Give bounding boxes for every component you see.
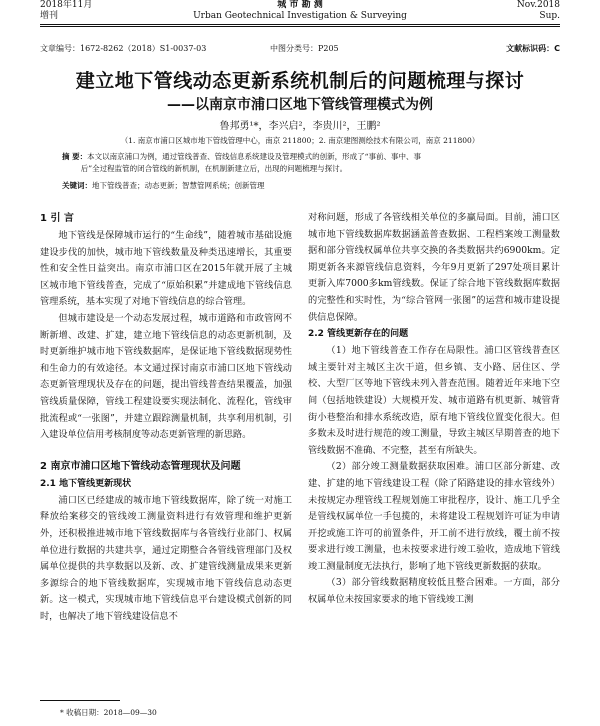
header-right: [517, 0, 560, 22]
keywords-text: 地下管线普查；动态更新；智慧管网系统；创新管理: [92, 181, 265, 190]
section-1-heading: 1 引 言: [40, 213, 74, 224]
abstract-line-2: 后”全过程监管的闭合管线的新机制，在机制新建立后，出现的问题梳理与探讨。: [80, 164, 348, 173]
paragraph: （1）地下管线普查工作存在局限性。浦口区管线普查区域主要针对主城区主次干道，但乡镇、支小路、居住区、学校、大型厂区等地下管线未列入普查范围。随着近年来地下空间（包括地铁建设）大规模开发、城市道路有机更新、城管背街小巷整治和排水系统改造，原有地下管线位置变化很大。但多数未及时进行规范的竣工测量，导致主城区早期普查的地下管线数据不准确、不完整，甚至有所缺失。: [308, 345, 560, 456]
paper-title: 建立地下管线动态更新系统机制后的问题梳理与探讨: [75, 70, 525, 92]
header-date-en: Nov.2018: [516, 0, 560, 10]
section-2-2-heading: 2.2 管线更新存在的问题: [308, 329, 409, 340]
abstract-label: 摘 要：: [62, 152, 88, 161]
header-rule: [40, 24, 560, 25]
article-number: 文章编号：1672-8262（2018）S1-0037-03: [40, 44, 207, 53]
keywords-label: 关键词：: [62, 181, 92, 190]
author-list: 鲁邦勇¹*，李兴启²，李贵川²，王鹏²: [219, 121, 381, 132]
footnote-rule: [40, 700, 120, 701]
document-code: 文献标识码：C: [506, 44, 560, 53]
abstract: [62, 151, 542, 175]
header-date: 2018年11月: [40, 0, 93, 10]
paragraph: 地下管线是保障城市运行的“生命线”，随着城市基础设施建设步伐的加快，城市地下管线数量及种类迅速增长，其重要性和安全性日益突出。南京市浦口区在2015年就开展了主城区城市地下管线普查，完成了“原始积累”并建成地下管线信息管理系统，基本实现了对地下管线信息的综合管理。: [40, 230, 292, 308]
paragraph: 对称问题，形成了各管线相关单位的多赢局面。目前，浦口区城市地下管线数据库数据涵盖普查数据、工程档案竣工测量数据和部分管线权属单位共享交换的各类数据共约6900km。定期更新各来源管线信息资料，今年9月更新了297处项目累计更新入库7000多km管线数。保证了综合地下管线数据库数据的完整性和实时性，为“综合管网一张图”的运营和城市建设提供信息保障。: [308, 212, 560, 323]
header-issue-en: Sup.: [539, 11, 560, 21]
paper-subtitle: ——以南京市浦口区地下管线管理模式为例: [167, 97, 433, 113]
header-center: [0, 0, 600, 22]
affiliation: （1. 南京市浦口区城市地下管线管理中心，南京 211800；2. 南京建图测绘技术有限公司，南京 211800）: [120, 136, 480, 145]
paragraph: 浦口区已经建成的城市地下管线数据库，除了统一对施工释放给案移交的管线竣工测量资料进行有效管理和维护更新外，还积极推进城市地下管线数据库与各管线行业部门、权属单位进行数据的共建共享，通过定期整合各管线管理部门及权属单位提供的共享数据以及新、改、扩建管线测量成果来更新多源综合的地下管线数据库，实现城市地下管线信息动态更新。这一模式，实现城市地下管线信息平台建设模式创新的同时，也解决了地下管线建设信息不: [40, 494, 292, 622]
paragraph: （3）部分管线数据精度较低且整合困难。一方面，部分权属单位未按国家要求的地下管线竣工测: [308, 577, 560, 606]
running-header: [0, 0, 600, 36]
received-date-footnote: * 收稿日期：2018—09—30: [60, 708, 157, 717]
right-column: [308, 210, 560, 609]
paragraph: （2）部分竣工测量数据获取困难。浦口区部分新建、改建、扩建的地下管线建设工程（除了陌路建设的排水管线外）未按规定办理管线工程规划施工审批程序，设计、施工几乎全是管线权属单位一手包揽的，未将建设工程规划许可证为申请开挖或施工许可的前置条件，开工前不进行放线，覆土前不按要求进行竣工测量，也未按要求进行竣工验收，造成地下管线竣工测量制度无法执行，影响了地下管线更新数据的获取。: [308, 461, 560, 572]
header-issue: 增刊: [40, 11, 59, 21]
keywords: [62, 180, 542, 192]
section-2-heading: 2 南京市浦口区地下管线动态管理现状及问题: [40, 460, 241, 472]
clc-number: 中图分类号：P205: [270, 44, 339, 53]
header-rule-thin: [40, 26, 560, 27]
section-2-1-heading: 2.1 地下管线更新现状: [40, 478, 132, 489]
journal-english-name: Urban Geotechnical Investigation & Surveying: [193, 11, 407, 21]
journal-name: 城 市 勘 测: [277, 0, 323, 10]
left-column: [40, 210, 292, 625]
abstract-line-1: 本文以南京浦口为例，通过管线普查、管线信息系统建设及管理模式的创新，形成了“事前、事中、事: [87, 152, 421, 161]
paragraph: 但城市建设是一个动态发展过程，城市道路和市政管网不断新增、改建、扩建，建立地下管线信息的动态更新机制，及时更新维护城市地下管线数据库，是保证地下管线数据现势性和生命力的有效途径。本文通过探讨南京市浦口区地下管线动态更新管理现状及存在的问题，提出管线普查结果覆盖，加强管线质量保障，管线工程建设要实现法制化、流程化，管线审批流程或“一张图”，并建立跟踪测量机制，共享利用机制，引入建设单位信用考核制度等动态更新管理的新思路。: [40, 312, 292, 441]
